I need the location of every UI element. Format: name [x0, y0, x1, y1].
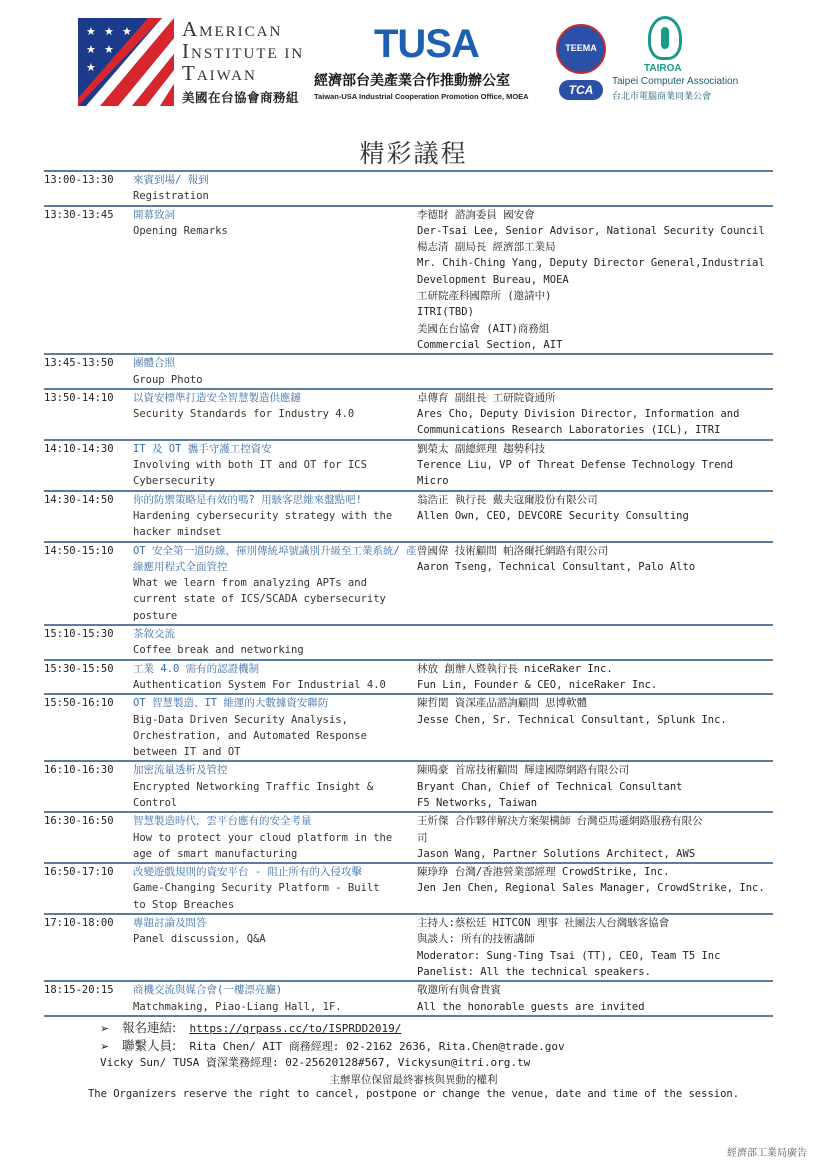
topic-english: posture: [133, 609, 178, 622]
agenda-speakers: [417, 542, 773, 625]
topic-chinese: 智慧製造時代，雲平台應有的安全考量: [133, 815, 312, 828]
agenda-speakers: [417, 491, 773, 542]
topic-chinese: 商機交流與媒合會(一樓漂亮廳): [133, 984, 283, 997]
ait-rest-3: AIWAN: [196, 68, 257, 84]
agenda-row: [44, 625, 773, 660]
organizer-note-english: The Organizers reserve the right to cancel, postpone or change the venue, date and time of the session.: [87, 1088, 740, 1100]
topic-english: Registration: [133, 190, 209, 203]
agenda-speakers: [417, 981, 773, 1016]
topic-chinese: 專題討論及問答: [133, 917, 207, 930]
speaker-line: Jason Wang, Partner Solutions Architect, AWS: [417, 847, 696, 860]
agenda-row: [44, 171, 773, 206]
agenda-speakers: [417, 206, 773, 355]
topic-chinese: 茶敘交流: [133, 628, 175, 641]
topic-english: How to protect your cloud platform in the: [133, 831, 393, 844]
topic-english: Matchmaking, Piao-Liang Hall, 1F.: [133, 1000, 342, 1013]
agenda-speakers: [417, 660, 773, 695]
agenda-row: [44, 761, 773, 812]
topic-chinese: 你的防禦策略是有效的嗎? 用駭客思維來盤點吧!: [133, 493, 362, 506]
bullet-arrow-icon: ➢: [100, 1040, 110, 1053]
speaker-line: Development Bureau, MOEA: [417, 273, 569, 286]
speaker-line: Micro: [417, 475, 449, 488]
ait-cap-1: A: [182, 17, 200, 41]
speaker-line: Jen Jen Chen, Regional Sales Manager, CrowdStrike, Inc.: [417, 882, 765, 895]
topic-english: to Stop Breaches: [133, 898, 235, 911]
agenda-time: 16:50-17:10: [44, 866, 114, 879]
agenda-topic: [133, 440, 417, 491]
topic-english: Panel discussion, Q&A: [133, 933, 266, 946]
agenda-row: [44, 206, 773, 355]
speaker-line: F5 Networks, Taiwan: [417, 796, 538, 809]
agenda-row: [44, 863, 773, 914]
registration-label: 報名連結:: [122, 1020, 177, 1035]
speaker-line: Terence Liu, VP of Threat Defense Technology Trend: [417, 459, 734, 472]
agenda-topic: [133, 812, 417, 863]
speaker-line: 卓傳育 副組長 工研院資通所: [417, 391, 556, 404]
speaker-line: 楊志清 副局長 經濟部工業局: [417, 241, 556, 254]
topic-chinese: 來賓到場/ 報到: [133, 174, 209, 186]
agenda-speakers: [417, 389, 773, 440]
agenda-time: 15:50-16:10: [44, 697, 114, 710]
agenda-time: 15:30-15:50: [44, 662, 114, 675]
agenda-topic: [133, 660, 417, 695]
speaker-line: 李德財 諮詢委員 國安會: [417, 208, 535, 221]
topic-english: Hardening cybersecurity strategy with the: [133, 509, 393, 522]
topic-chinese: IT 及 OT 攜手守護工控資安: [133, 442, 272, 455]
topic-english: hacker mindset: [133, 526, 222, 539]
agenda-topic: [133, 625, 417, 660]
speaker-line: Aaron Tseng, Technical Consultant, Palo Alto: [417, 560, 696, 573]
speaker-line: 劉榮太 副總經理 趨勢科技: [417, 442, 546, 455]
topic-english: Encrypted Networking Traffic Insight &: [133, 780, 374, 793]
agenda-topic: [133, 171, 417, 206]
speaker-line: All the honorable guests are invited: [417, 1000, 645, 1013]
speaker-line: Der-Tsai Lee, Senior Advisor, National Security Council: [417, 224, 765, 237]
speaker-line: 陳鳴豪 首席技術顧問 輝達國際網路有限公司: [417, 764, 630, 777]
speaker-line: Commercial Section, AIT: [417, 338, 563, 351]
agenda-time: 13:00-13:30: [44, 174, 114, 186]
speaker-line: 敬邀所有與會貴賓: [417, 984, 501, 997]
speaker-line: 工研院產科國際所 (邀請中): [417, 290, 552, 303]
agenda-time: 14:10-14:30: [44, 442, 114, 455]
speaker-line: 主持人:蔡松廷 HITCON 理事 社團法人台灣駭客協會: [417, 917, 670, 930]
agenda-speakers: [417, 354, 773, 389]
topic-chinese: 開幕致詞: [133, 208, 175, 221]
agenda-time: 17:10-18:00: [44, 917, 114, 930]
speaker-line: 與談人: 所有的技術講師: [417, 933, 535, 946]
agenda-time: 16:10-16:30: [44, 764, 114, 777]
speaker-line: 翁浩正 執行長 戴夫寇爾股份有限公司: [417, 493, 598, 506]
agenda-topic: [133, 761, 417, 812]
agenda-topic: [133, 694, 417, 761]
topic-english: Game-Changing Security Platform - Built: [133, 882, 380, 895]
speaker-line: 曾國偉 技術顧問 帕洛爾托網路有限公司: [417, 544, 609, 557]
agenda-row: [44, 812, 773, 863]
agenda-row: [44, 389, 773, 440]
topic-english: Authentication System For Industrial 4.0: [133, 678, 386, 691]
tca-english-name: Taipei Computer Association: [612, 76, 739, 87]
topic-chinese: OT 安全第一道防線，揮別傳統埠號識別升級至工業系統/ 產線應用程式全面管控: [133, 544, 417, 573]
topic-english: Control: [133, 796, 178, 809]
tca-badge: TCA: [559, 80, 603, 100]
agenda-time: 14:30-14:50: [44, 493, 114, 506]
agenda-speakers: [417, 812, 773, 863]
teema-logo-text: TEEMA: [565, 43, 597, 53]
agenda-row: [44, 542, 773, 625]
agenda-speakers: [417, 761, 773, 812]
agenda-row: [44, 981, 773, 1016]
speaker-line: 陳琤琤 台灣/香港營業部經理 CrowdStrike, Inc.: [417, 866, 670, 879]
topic-english: What we learn from analyzing APTs and: [133, 577, 367, 590]
ait-cap-2: I: [182, 39, 191, 63]
agenda-speakers: [417, 625, 773, 660]
ait-flag-icon: ★ ★ ★ ★ ★ ★: [78, 18, 174, 106]
topic-english: age of smart manufacturing: [133, 847, 298, 860]
agenda-row: [44, 660, 773, 695]
speaker-line: Ares Cho, Deputy Division Director, Information and: [417, 408, 740, 421]
tca-chinese-name: 台北市電腦商業同業公會: [612, 92, 712, 102]
agenda-speakers: [417, 863, 773, 914]
speaker-line: 林放 創辦人暨執行長 niceRaker Inc.: [417, 662, 613, 675]
agenda-time: 16:30-16:50: [44, 815, 114, 828]
speaker-line: Communications Research Laboratories (ICL), ITRI: [417, 424, 721, 437]
agenda-speakers: [417, 440, 773, 491]
contact-line: [100, 1036, 565, 1054]
topic-english: Security Standards for Industry 4.0: [133, 408, 355, 421]
topic-english: between IT and OT: [133, 746, 241, 759]
ait-rest-2: NSTITUTE IN: [191, 46, 305, 62]
speaker-line: Allen Own, CEO, DEVCORE Security Consulting: [417, 509, 689, 522]
ait-chinese-name: 美國在台協會商務組: [182, 90, 300, 105]
agenda-speakers: [417, 914, 773, 981]
page-title: 精彩議程: [359, 139, 468, 168]
ad-tag: 經濟部工業局廣告: [727, 1148, 807, 1159]
agenda-topic: [133, 206, 417, 355]
agenda-topic: [133, 354, 417, 389]
speaker-line: Fun Lin, Founder & CEO, niceRaker Inc.: [417, 678, 658, 691]
agenda-time: 15:10-15:30: [44, 628, 114, 641]
agenda-row: [44, 914, 773, 981]
contact-label: 聯繫人員:: [122, 1038, 177, 1053]
agenda-speakers: [417, 171, 773, 206]
agenda-topic: [133, 863, 417, 914]
topic-english: Opening Remarks: [133, 224, 228, 237]
speaker-line: Moderator: Sung-Ting Tsai (TT), CEO, Team T5 Inc: [417, 949, 721, 962]
agenda-speakers: [417, 694, 773, 761]
topic-chinese: 改變遊戲規則的資安平台 - 阻止所有的入侵攻擊: [133, 866, 362, 879]
topic-english: Big-Data Driven Security Analysis,: [133, 713, 348, 726]
speaker-line: 司: [417, 831, 428, 844]
speaker-line: ITRI(TBD): [417, 306, 474, 319]
tca-logo: [612, 16, 762, 106]
agenda-time: 13:30-13:45: [44, 208, 114, 221]
speaker-line: 美國在台協會 (AIT)商務組: [417, 322, 550, 335]
tusa-chinese-name: 經濟部台美產業合作推動辦公室: [314, 73, 510, 89]
speaker-line: 陳哲閎 資深產品諮詢顧問 思博軟體: [417, 697, 588, 710]
tusa-wordmark: TUSA: [374, 22, 479, 66]
agenda-row: [44, 694, 773, 761]
speaker-line: Panelist: All the technical speakers.: [417, 965, 651, 978]
topic-english: Group Photo: [133, 373, 203, 386]
tusa-english-name: Taiwan-USA Industrial Cooperation Promotion Office, MOEA: [314, 92, 529, 101]
teema-logo-icon: [556, 24, 606, 74]
agenda-time: 13:45-13:50: [44, 357, 114, 370]
contact-rita: Rita Chen/ AIT 商務經理: 02-2162 2636, Rita.Chen@trade.gov: [189, 1040, 565, 1053]
speaker-line: Jesse Chen, Sr. Technical Consultant, Splunk Inc.: [417, 713, 727, 726]
agenda-row: [44, 354, 773, 389]
ait-rest-1: MERICAN: [199, 24, 283, 40]
header-logos: [78, 16, 758, 108]
topic-english: current state of ICS/SCADA cybersecurity: [133, 593, 386, 606]
agenda-table: [44, 170, 773, 1017]
speaker-line: 王炘傑 合作夥伴解決方案架構師 台灣亞馬遜網路服務有限公: [417, 815, 703, 828]
topic-english: Orchestration, and Automated Response: [133, 729, 367, 742]
agenda-time: 14:50-15:10: [44, 544, 114, 557]
registration-link[interactable]: https://qrpass.cc/to/ISPRDD2019/: [189, 1022, 402, 1035]
agenda-time: 18:15-20:15: [44, 984, 114, 997]
topic-chinese: 加密流量透析及管控: [133, 764, 228, 777]
bullet-arrow-icon: ➢: [100, 1022, 110, 1035]
agenda-time: 13:50-14:10: [44, 391, 114, 404]
registration-line: [100, 1018, 401, 1036]
topic-english: Involving with both IT and OT for ICS: [133, 459, 367, 472]
agenda-topic: [133, 491, 417, 542]
topic-chinese: 以資安標準打造安全智慧製造供應鏈: [133, 391, 301, 404]
topic-english: Coffee break and networking: [133, 644, 304, 657]
topic-chinese: OT 智慧製造、IT 維運的大數據資安聯防: [133, 697, 329, 710]
agenda-row: [44, 440, 773, 491]
tairoa-name: TAIROA: [644, 63, 682, 74]
contact-vicky: Vicky Sun/ TUSA 資深業務經理: 02-25620128#567, Vickysun@itri.org.tw: [100, 1056, 531, 1069]
speaker-line: Mr. Chih-Ching Yang, Deputy Director General,Industrial: [417, 257, 765, 270]
ait-cap-3: T: [182, 61, 197, 85]
topic-chinese: 工業 4.0 需有的認證機制: [133, 662, 260, 675]
organizer-note-chinese: 主辦單位保留最終審核與異動的權利: [329, 1074, 498, 1086]
tairoa-mark-icon: [648, 16, 682, 60]
topic-chinese: 團體合照: [133, 357, 175, 370]
speaker-line: Bryant Chan, Chief of Technical Consultant: [417, 780, 683, 793]
agenda-topic: [133, 389, 417, 440]
agenda-topic: [133, 914, 417, 981]
topic-english: Cybersecurity: [133, 475, 216, 488]
agenda-topic: [133, 542, 417, 625]
agenda-row: [44, 491, 773, 542]
agenda-topic: [133, 981, 417, 1016]
